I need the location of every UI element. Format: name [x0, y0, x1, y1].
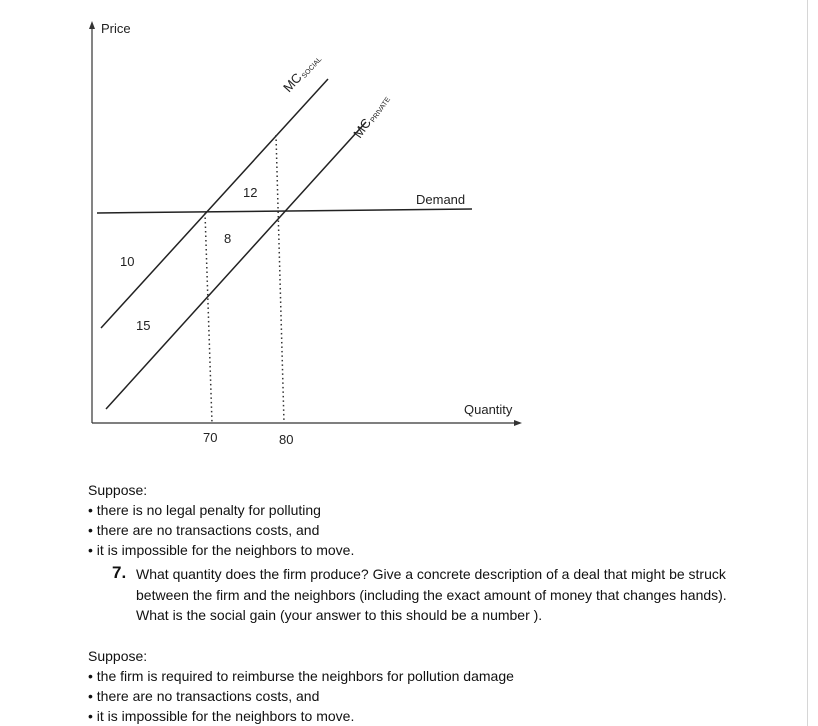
- x-axis-label: Quantity: [464, 402, 513, 417]
- x-tick-70: 70: [203, 430, 218, 445]
- demand-label: Demand: [416, 192, 466, 207]
- question-7-text: What quantity does the firm produce? Give a concrete description of a deal that might be struck between the firm and the neighbors (including the exact amount of money that changes hands). What is the social gain (your answer to this should be a number ).: [136, 566, 727, 623]
- x-tick-80: 80: [279, 432, 294, 447]
- dotted-line-70: [205, 213, 212, 423]
- area-label-10: 10: [120, 254, 135, 269]
- section-2-heading: Suppose:: [88, 648, 148, 664]
- area-label-15: 15: [136, 318, 151, 333]
- area-label-12: 12: [243, 185, 258, 200]
- y-axis-label: Price: [101, 21, 131, 36]
- section-2-bullet: • it is impossible for the neighbors to move.: [88, 708, 355, 724]
- section-2-bullet: • there are no transactions costs, and: [88, 688, 320, 704]
- x-axis-arrow: [514, 420, 522, 426]
- mc-private-line: [106, 122, 366, 409]
- y-axis-arrow: [89, 21, 95, 29]
- section-1-bullet: • there are no transactions costs, and: [88, 522, 320, 538]
- area-label-8: 8: [224, 231, 232, 246]
- section-1-bullet: • there is no legal penalty for polluting: [88, 502, 321, 518]
- section-2-bullet: • the firm is required to reimburse the neighbors for pollution damage: [88, 668, 514, 684]
- dotted-line-80: [276, 135, 284, 423]
- mc-private-label: MCPRIVATE: [350, 96, 393, 141]
- section-1-bullet: • it is impossible for the neighbors to move.: [88, 542, 355, 558]
- section-1-heading: Suppose:: [88, 482, 148, 498]
- section-1: [88, 480, 354, 560]
- section-2: [88, 646, 514, 726]
- mc-social-label: MCSOCIAL: [280, 56, 324, 96]
- question-7-number: 7.: [112, 563, 127, 582]
- mc-social-line: [101, 79, 328, 328]
